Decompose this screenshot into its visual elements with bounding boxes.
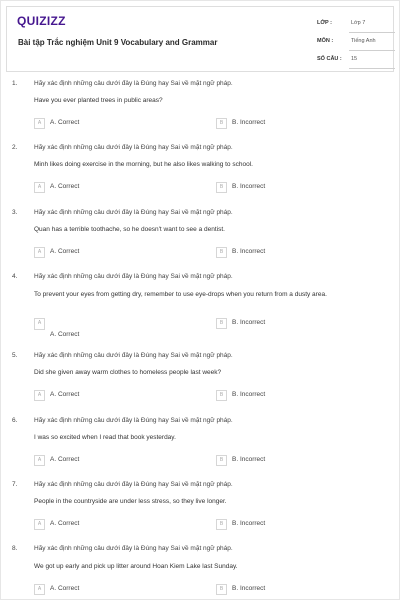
option-a-box[interactable]: A <box>34 584 45 595</box>
meta-lop <box>317 17 395 33</box>
option-b-box[interactable]: B <box>216 455 227 466</box>
meta-lop-line <box>349 32 395 33</box>
question-number: 5. <box>12 352 18 359</box>
question-number: 4. <box>12 273 18 280</box>
question-text: I was so excited when I read that book yesterday. <box>34 434 176 441</box>
question-text: We got up early and pick up litter around Hoan Kiem Lake last Sunday. <box>34 563 238 570</box>
question-number: 8. <box>12 545 18 552</box>
question-prompt: Hãy xác định những câu dưới đây là Đúng hay Sai về mặt ngữ pháp. <box>34 209 233 216</box>
meta-mon-value: Tiếng Anh <box>351 38 376 44</box>
question-prompt: Hãy xác định những câu dưới đây là Đúng hay Sai về mặt ngữ pháp. <box>34 545 233 552</box>
meta-so-cau-label: SỐ CÂU : <box>317 56 342 62</box>
quizizz-logo: QUIZIZZ <box>17 14 66 28</box>
option-b-label: B. Incorrect <box>232 319 266 326</box>
meta-so-cau-line <box>349 68 395 69</box>
meta-mon <box>317 35 395 51</box>
question-prompt: Hãy xác định những câu dưới đây là Đúng hay Sai về mặt ngữ pháp. <box>34 352 233 359</box>
worksheet-title: Bài tập Trắc nghiệm Unit 9 Vocabulary and Grammar <box>18 38 218 47</box>
option-a-box[interactable]: A <box>34 247 45 258</box>
question-number: 7. <box>12 481 18 488</box>
option-b-box[interactable]: B <box>216 519 227 530</box>
question-text: Did she given away warm clothes to homeless people last week? <box>34 369 222 376</box>
question-prompt: Hãy xác định những câu dưới đây là Đúng hay Sai về mặt ngữ pháp. <box>34 273 233 280</box>
option-b-box[interactable]: B <box>216 318 227 329</box>
option-b-label: B. Incorrect <box>232 520 266 527</box>
option-a-label: A. Correct <box>50 585 80 592</box>
question-text: Minh likes doing exercise in the morning, but he also likes walking to school. <box>34 161 253 168</box>
question-number: 3. <box>12 209 18 216</box>
option-a-label: A. Correct <box>50 391 80 398</box>
option-b-label: B. Incorrect <box>232 248 266 255</box>
option-b-label: B. Incorrect <box>232 456 266 463</box>
meta-lop-value: Lớp 7 <box>351 20 366 26</box>
option-a-label: A. Correct <box>50 456 80 463</box>
question-number: 6. <box>12 417 18 424</box>
meta-mon-label: MÔN : <box>317 38 334 44</box>
option-a-label: A. Correct <box>50 520 80 527</box>
option-a-box[interactable]: A <box>34 182 45 193</box>
option-b-box[interactable]: B <box>216 390 227 401</box>
option-a-label: A. Correct <box>50 183 80 190</box>
option-b-box[interactable]: B <box>216 182 227 193</box>
option-a-label: A. Correct <box>50 119 80 126</box>
question-text: To prevent your eyes from getting dry, remember to use eye-drops when you return from a dusty area. <box>34 291 327 298</box>
option-a-box[interactable]: A <box>34 390 45 401</box>
option-a-box[interactable]: A <box>34 455 45 466</box>
option-b-box[interactable]: B <box>216 247 227 258</box>
option-b-label: B. Incorrect <box>232 585 266 592</box>
option-a-label: A. Correct <box>50 248 80 255</box>
question-prompt: Hãy xác định những câu dưới đây là Đúng hay Sai về mặt ngữ pháp. <box>34 417 233 424</box>
question-text: People in the countryside are under less stress, so they live longer. <box>34 498 227 505</box>
question-text: Have you ever planted trees in public areas? <box>34 97 163 104</box>
option-a-box[interactable]: A <box>34 318 45 330</box>
option-b-label: B. Incorrect <box>232 183 266 190</box>
option-a-label: A. Correct <box>50 331 80 338</box>
meta-so-cau-value: 15 <box>351 56 358 62</box>
option-b-box[interactable]: B <box>216 584 227 595</box>
option-b-label: B. Incorrect <box>232 391 266 398</box>
worksheet-header <box>6 6 394 72</box>
meta-lop-label: LỚP : <box>317 20 332 26</box>
question-number: 2. <box>12 144 18 151</box>
meta-mon-line <box>349 50 395 51</box>
option-b-label: B. Incorrect <box>232 119 266 126</box>
question-text: Quan has a terrible toothache, so he doesn't want to see a dentist. <box>34 226 225 233</box>
question-number: 1. <box>12 80 18 87</box>
option-a-box[interactable]: A <box>34 118 45 129</box>
option-b-box[interactable]: B <box>216 118 227 129</box>
question-prompt: Hãy xác định những câu dưới đây là Đúng hay Sai về mặt ngữ pháp. <box>34 481 233 488</box>
question-prompt: Hãy xác định những câu dưới đây là Đúng hay Sai về mặt ngữ pháp. <box>34 80 233 87</box>
option-a-box[interactable]: A <box>34 519 45 530</box>
question-prompt: Hãy xác định những câu dưới đây là Đúng hay Sai về mặt ngữ pháp. <box>34 144 233 151</box>
meta-so-cau <box>317 53 395 69</box>
